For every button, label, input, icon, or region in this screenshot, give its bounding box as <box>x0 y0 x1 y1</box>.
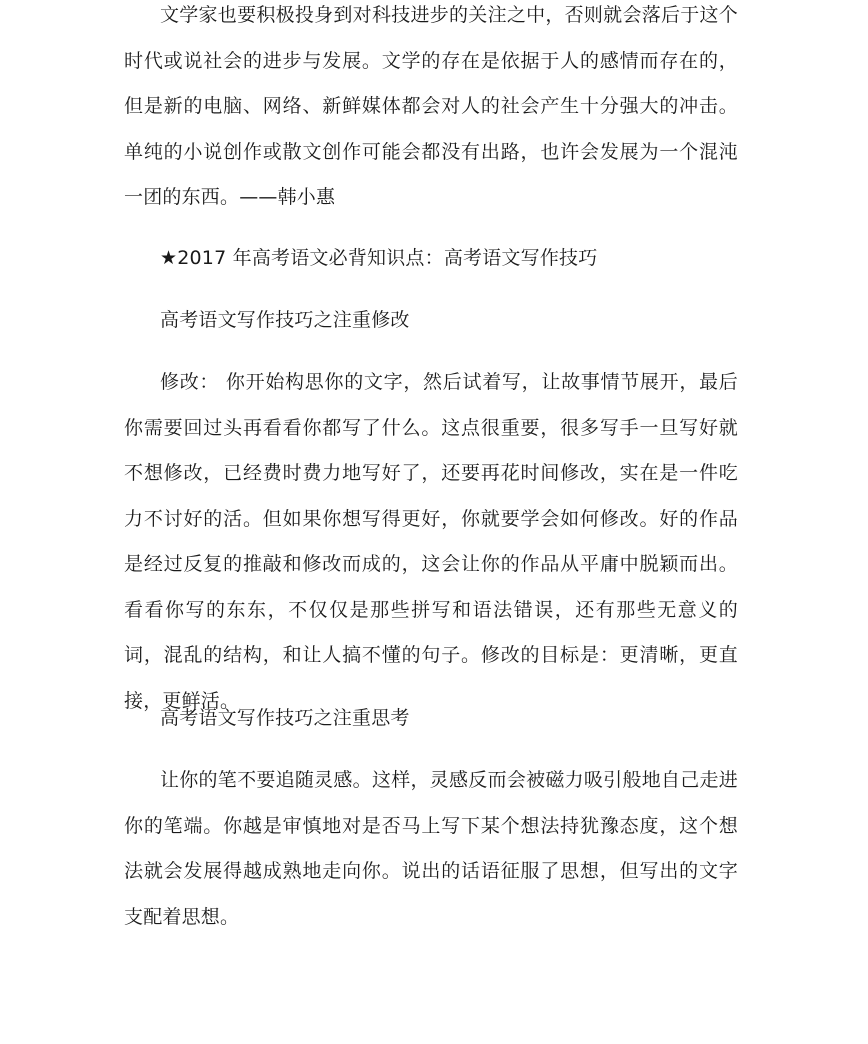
subheading-thinking: 高考语文写作技巧之注重思考 <box>160 707 410 729</box>
paragraph-literature-and-technology: 文学家也要积极投身到对科技进步的关注之中，否则就会落后于这个时代或说社会的进步与发展。文学的存在是依据于人的感情而存在的，但是新的电脑、网络、新鲜媒体都会对人的社会产生十分强大的冲击。单纯的小说创作或散文创作可能会都没有出路，也许会发展为一个混沌一团的东西。——韩小惠 <box>124 4 738 208</box>
paragraph-thinking: 让你的笔不要追随灵感。这样，灵感反而会被磁力吸引般地自己走进你的笔端。你越是审慎地对是否马上写下某个想法持犹豫态度，这个想法就会发展得越成熟地走向你。说出的话语征服了思想，但写出的文字支配着思想。 <box>124 769 738 928</box>
section-heading-writing-skills: ★2017 年高考语文必背知识点：高考语文写作技巧 <box>160 247 598 269</box>
subheading-revision: 高考语文写作技巧之注重修改 <box>160 309 410 331</box>
paragraph-revision: 修改： 你开始构思你的文字，然后试着写，让故事情节展开，最后你需要回过头再看看你都写了什么。这点很重要，很多写手一旦写好就不想修改，已经费时费力地写好了，还要再花时间修改，实在是一件吃力不讨好的活。但如果你想写得更好，你就要学会如何修改。好的作品是经过反复的推敲和修改而成的，这会让你的作品从平庸中脱颖而出。看看你写的东东，不仅仅是那些拼写和语法错误，还有那些无意义的词，混乱的结构，和让人搞不懂的句子。修改的目标是：更清晰，更直接，更鲜活。 <box>124 371 738 712</box>
